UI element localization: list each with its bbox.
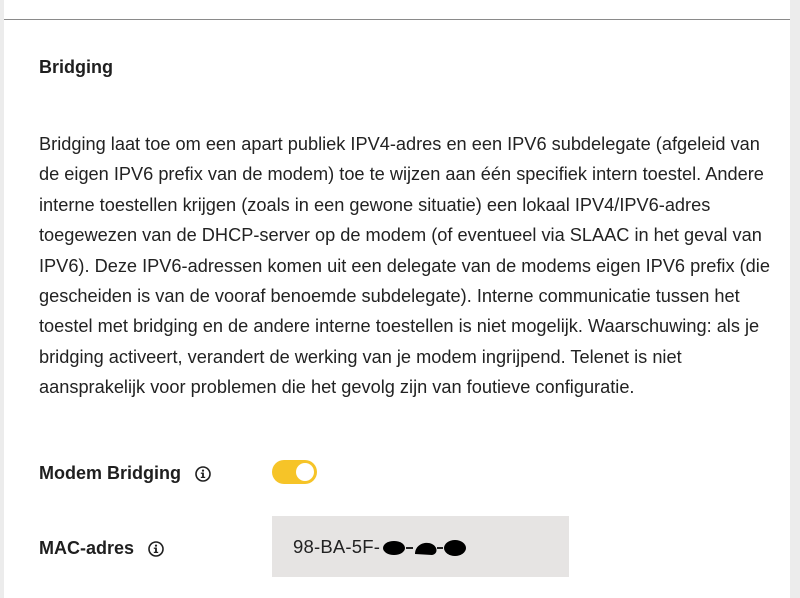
bridging-description: Bridging laat toe om een apart publiek IPV4-adres en een IPV6 subdelegate (afgeleid van de eigen IPV6 prefix van de modem) toe te wijzen aan één specifiek intern toestel. Andere interne toestellen krijgen (zoals in een gewone situatie) een lokaal IPV4/IPV6-adres toegewezen van de DHCP-server op de modem (of eventueel via SLAAC in het geval van IPV6). Deze IPV6-adressen komen uit een delegate van de modems eigen IPV6 prefix (die gescheiden is van de vooraf benoemde subdelegate). Interne communicatie tussen het toestel met bridging en de andere interne toestellen is niet mogelijk. Waarschuwing: als je bridging activeert, verandert de werking van je modem ingrijpend. Telenet is niet aansprakelijk voor problemen die het gevolg zijn van foutieve configuratie. [39, 134, 770, 398]
mac-address-label: MAC-adres [39, 537, 135, 558]
info-icon[interactable] [195, 466, 211, 482]
divider [4, 19, 790, 20]
section-title: Bridging [39, 57, 113, 77]
mac-address-value: 98-BA-5F- [293, 535, 381, 557]
left-border [0, 0, 4, 598]
redaction-mark [382, 538, 472, 558]
mac-address-row [39, 535, 164, 561]
modem-bridging-toggle[interactable] [272, 460, 317, 484]
mac-address-field[interactable] [272, 516, 569, 577]
info-icon[interactable] [148, 541, 164, 557]
toggle-knob [296, 463, 314, 481]
modem-bridging-label: Modem Bridging [39, 462, 181, 483]
modem-bridging-row [39, 460, 211, 486]
right-border [790, 0, 800, 598]
